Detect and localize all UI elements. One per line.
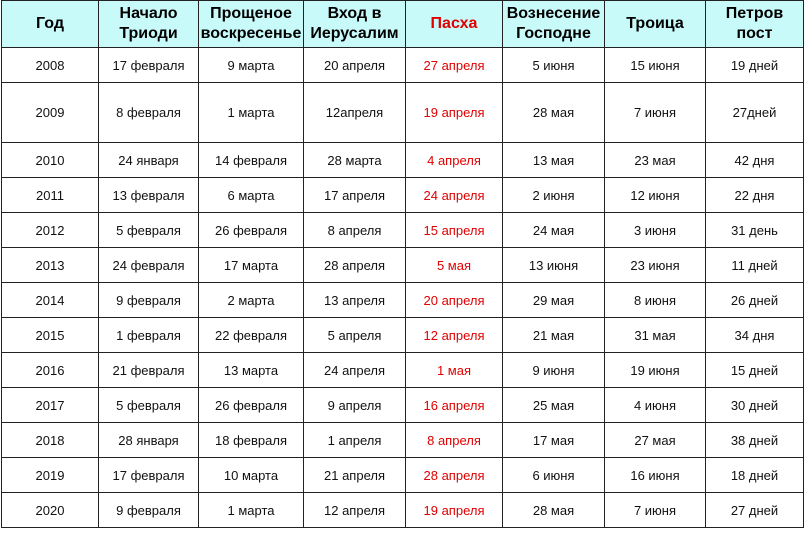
header-entry-jerusalem: Вход в Иерусалим (304, 1, 406, 48)
cell-trinity: 23 июня (605, 248, 706, 283)
cell-forgiveness-sunday: 26 февраля (199, 388, 304, 423)
cell-easter: 8 апреля (406, 423, 503, 458)
cell-triodion-start: 17 февраля (99, 48, 199, 83)
cell-forgiveness-sunday: 13 марта (199, 353, 304, 388)
cell-peter-fast: 19 дней (706, 48, 804, 83)
table-row (2, 388, 804, 423)
cell-year: 2012 (2, 213, 99, 248)
cell-ascension: 25 мая (503, 388, 605, 423)
cell-forgiveness-sunday: 1 марта (199, 493, 304, 528)
table-row (2, 213, 804, 248)
header-triodion-start: Начало Триоди (99, 1, 199, 48)
cell-forgiveness-sunday: 14 февраля (199, 143, 304, 178)
cell-entry-jerusalem: 28 марта (304, 143, 406, 178)
table-row (2, 353, 804, 388)
cell-forgiveness-sunday: 10 марта (199, 458, 304, 493)
cell-easter: 19 апреля (406, 83, 503, 143)
cell-entry-jerusalem: 12апреля (304, 83, 406, 143)
cell-year: 2016 (2, 353, 99, 388)
cell-ascension: 29 мая (503, 283, 605, 318)
cell-forgiveness-sunday: 17 марта (199, 248, 304, 283)
cell-peter-fast: 26 дней (706, 283, 804, 318)
cell-entry-jerusalem: 12 апреля (304, 493, 406, 528)
cell-entry-jerusalem: 13 апреля (304, 283, 406, 318)
table-body (2, 48, 804, 528)
cell-peter-fast: 30 дней (706, 388, 804, 423)
cell-trinity: 12 июня (605, 178, 706, 213)
cell-ascension: 28 мая (503, 493, 605, 528)
cell-entry-jerusalem: 5 апреля (304, 318, 406, 353)
cell-forgiveness-sunday: 2 марта (199, 283, 304, 318)
table-row (2, 318, 804, 353)
cell-year: 2014 (2, 283, 99, 318)
cell-trinity: 4 июня (605, 388, 706, 423)
cell-trinity: 7 июня (605, 493, 706, 528)
cell-easter: 19 апреля (406, 493, 503, 528)
cell-triodion-start: 9 февраля (99, 493, 199, 528)
cell-trinity: 19 июня (605, 353, 706, 388)
cell-entry-jerusalem: 17 апреля (304, 178, 406, 213)
cell-peter-fast: 38 дней (706, 423, 804, 458)
cell-forgiveness-sunday: 1 марта (199, 83, 304, 143)
header-forgiveness-sunday: Прощеное воскресенье (199, 1, 304, 48)
cell-triodion-start: 5 февраля (99, 213, 199, 248)
cell-triodion-start: 28 января (99, 423, 199, 458)
cell-peter-fast: 34 дня (706, 318, 804, 353)
header-trinity: Троица (605, 1, 706, 48)
table-row (2, 48, 804, 83)
cell-easter: 12 апреля (406, 318, 503, 353)
cell-entry-jerusalem: 28 апреля (304, 248, 406, 283)
table-row (2, 248, 804, 283)
cell-forgiveness-sunday: 22 февраля (199, 318, 304, 353)
cell-entry-jerusalem: 8 апреля (304, 213, 406, 248)
cell-forgiveness-sunday: 18 февраля (199, 423, 304, 458)
cell-trinity: 23 мая (605, 143, 706, 178)
cell-triodion-start: 24 февраля (99, 248, 199, 283)
table-row (2, 283, 804, 318)
cell-easter: 15 апреля (406, 213, 503, 248)
header-year: Год (2, 1, 99, 48)
cell-ascension: 17 мая (503, 423, 605, 458)
cell-trinity: 3 июня (605, 213, 706, 248)
cell-year: 2015 (2, 318, 99, 353)
cell-easter: 4 апреля (406, 143, 503, 178)
cell-triodion-start: 1 февраля (99, 318, 199, 353)
header-ascension: Вознесение Господне (503, 1, 605, 48)
orthodox-calendar-table (1, 0, 804, 528)
cell-trinity: 31 мая (605, 318, 706, 353)
cell-entry-jerusalem: 9 апреля (304, 388, 406, 423)
cell-forgiveness-sunday: 26 февраля (199, 213, 304, 248)
cell-ascension: 24 мая (503, 213, 605, 248)
cell-trinity: 7 июня (605, 83, 706, 143)
cell-ascension: 2 июня (503, 178, 605, 213)
cell-easter: 20 апреля (406, 283, 503, 318)
cell-easter: 16 апреля (406, 388, 503, 423)
cell-forgiveness-sunday: 9 марта (199, 48, 304, 83)
cell-entry-jerusalem: 24 апреля (304, 353, 406, 388)
table-row (2, 493, 804, 528)
cell-ascension: 5 июня (503, 48, 605, 83)
header-peter-fast: Петров пост (706, 1, 804, 48)
cell-ascension: 28 мая (503, 83, 605, 143)
cell-ascension: 6 июня (503, 458, 605, 493)
cell-year: 2020 (2, 493, 99, 528)
cell-year: 2011 (2, 178, 99, 213)
cell-entry-jerusalem: 20 апреля (304, 48, 406, 83)
table-row (2, 423, 804, 458)
cell-ascension: 13 мая (503, 143, 605, 178)
cell-trinity: 27 мая (605, 423, 706, 458)
cell-trinity: 15 июня (605, 48, 706, 83)
cell-triodion-start: 8 февраля (99, 83, 199, 143)
cell-peter-fast: 15 дней (706, 353, 804, 388)
cell-triodion-start: 24 января (99, 143, 199, 178)
cell-peter-fast: 18 дней (706, 458, 804, 493)
cell-triodion-start: 17 февраля (99, 458, 199, 493)
cell-ascension: 13 июня (503, 248, 605, 283)
cell-peter-fast: 42 дня (706, 143, 804, 178)
cell-entry-jerusalem: 1 апреля (304, 423, 406, 458)
cell-trinity: 8 июня (605, 283, 706, 318)
cell-entry-jerusalem: 21 апреля (304, 458, 406, 493)
cell-peter-fast: 27 дней (706, 493, 804, 528)
cell-peter-fast: 11 дней (706, 248, 804, 283)
table-row (2, 178, 804, 213)
cell-triodion-start: 9 февраля (99, 283, 199, 318)
cell-easter: 1 мая (406, 353, 503, 388)
table-row (2, 143, 804, 178)
cell-year: 2009 (2, 83, 99, 143)
cell-easter: 5 мая (406, 248, 503, 283)
cell-peter-fast: 22 дня (706, 178, 804, 213)
table-row (2, 83, 804, 143)
cell-year: 2017 (2, 388, 99, 423)
cell-triodion-start: 13 февраля (99, 178, 199, 213)
cell-triodion-start: 5 февраля (99, 388, 199, 423)
cell-trinity: 16 июня (605, 458, 706, 493)
header-easter: Пасха (406, 1, 503, 48)
cell-ascension: 21 мая (503, 318, 605, 353)
cell-year: 2018 (2, 423, 99, 458)
cell-easter: 28 апреля (406, 458, 503, 493)
cell-peter-fast: 27дней (706, 83, 804, 143)
header-row (2, 1, 804, 48)
cell-easter: 24 апреля (406, 178, 503, 213)
table-row (2, 458, 804, 493)
cell-triodion-start: 21 февраля (99, 353, 199, 388)
cell-year: 2010 (2, 143, 99, 178)
cell-forgiveness-sunday: 6 марта (199, 178, 304, 213)
cell-ascension: 9 июня (503, 353, 605, 388)
cell-peter-fast: 31 день (706, 213, 804, 248)
cell-year: 2008 (2, 48, 99, 83)
cell-easter: 27 апреля (406, 48, 503, 83)
cell-year: 2019 (2, 458, 99, 493)
cell-year: 2013 (2, 248, 99, 283)
